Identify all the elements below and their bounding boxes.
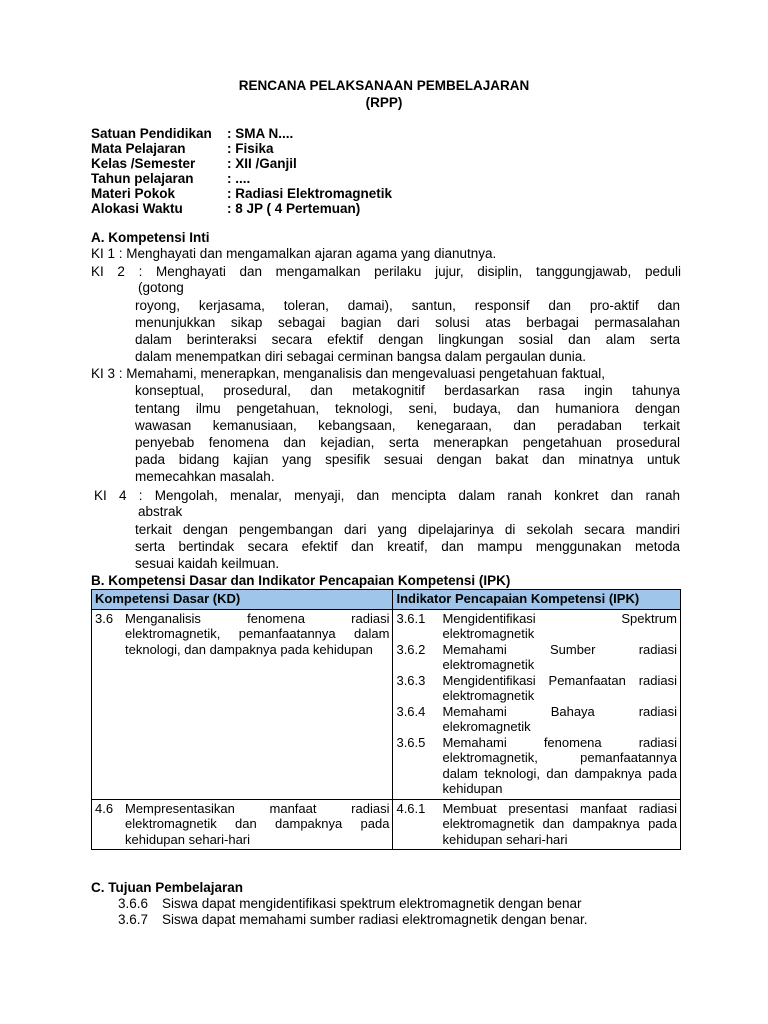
- ki4-first-line: KI 4 : Mengolah, menalar, menyaji, dan mencipta dalam ranah konkret dan ranah: [94, 488, 680, 503]
- section-a-heading: A. Kompetensi Inti: [91, 230, 210, 245]
- identity-value: : SMA N....: [227, 126, 294, 141]
- ki4-wrap: abstrak: [138, 504, 183, 519]
- ipk-item: [396, 611, 677, 642]
- kd-number: 4.6: [95, 800, 114, 816]
- identity-value: : 8 JP ( 4 Pertemuan): [227, 201, 361, 216]
- ipk-item: [396, 735, 677, 797]
- ipk-number: 3.6.1: [396, 610, 426, 626]
- identity-label: Alokasi Waktu: [91, 201, 183, 216]
- identity-label: Satuan Pendidikan: [91, 126, 212, 141]
- identity-row: [91, 201, 360, 216]
- column-header-ipk: Indikator Pencapaian Kompetensi (IPK): [393, 590, 681, 610]
- section-b-heading: B. Kompetensi Dasar dan Indikator Pencapaian Kompetensi (IPK): [91, 573, 511, 588]
- doc-subtitle: (RPP): [365, 95, 403, 110]
- ki4-line: sesuai kaidah keilmuan.: [135, 556, 280, 571]
- ipk-text: Memahami Sumber radiasi elektromagnetik: [442, 641, 677, 672]
- kd-item: [95, 801, 389, 848]
- kd-ipk-table: [91, 589, 681, 850]
- identity-row: [91, 171, 250, 186]
- ki3-line: memecahkan masalah.: [135, 469, 275, 484]
- ipk-item: [396, 642, 677, 673]
- identity-row: [91, 126, 293, 141]
- identity-label: Mata Pelajaran: [91, 141, 186, 156]
- table-row: [92, 609, 681, 799]
- ki1-text: KI 1 : Menghayati dan mengamalkan ajaran agama yang dianutnya.: [91, 246, 497, 261]
- ipk-number: 3.6.3: [396, 672, 426, 688]
- ipk-number: 4.6.1: [396, 800, 426, 816]
- kd-cell: [92, 799, 393, 850]
- identity-label: Materi Pokok: [91, 186, 176, 201]
- ipk-item: [396, 704, 677, 735]
- ki3-first-line: KI 3 : Memahami, menerapkan, menganalisis dan mengevaluasi pengetahuan faktual,: [91, 366, 606, 381]
- kd-text: Mempresentasikan manfaat radiasi elektromagnetik dan dampaknya pada kehidupan sehari-hari: [125, 800, 390, 847]
- ipk-number: 3.6.5: [396, 734, 426, 750]
- table-header-row: [92, 590, 681, 610]
- ipk-text: Mengidentifikasi Pemanfaatan radiasi elektromagnetik: [442, 672, 677, 703]
- identity-row: [91, 141, 274, 156]
- kd-item: [95, 611, 389, 658]
- ipk-item: [396, 801, 677, 848]
- table-row: [92, 799, 681, 850]
- ki3-line: penyebab fenomena dan kejadian, serta menerapkan pengetahuan prosedural: [135, 435, 680, 450]
- ipk-number: 3.6.2: [396, 641, 426, 657]
- ki3-line: konseptual, prosedural, dan metakognitif berdasarkan rasa ingin tahunya: [135, 383, 680, 398]
- objective-number: 3.6.6: [118, 896, 149, 911]
- ipk-number: 3.6.4: [396, 703, 426, 719]
- ipk-cell: [393, 799, 681, 850]
- ki2-line: dalam berinteraksi secara efektif dengan lingkungan sosial dan alam serta: [135, 332, 680, 347]
- identity-value: : Radiasi Elektromagnetik: [227, 186, 393, 201]
- ipk-cell: [393, 609, 681, 799]
- ki3-line: tentang ilmu pengetahuan, teknologi, seni, budaya, dan humaniora dengan: [135, 401, 680, 416]
- objective-item: [118, 896, 582, 911]
- kd-text: Menganalisis fenomena radiasi elektromagnetik, pemanfaatannya dalam teknologi, dan dampaknya pada kehidupan: [125, 610, 390, 657]
- objective-item: [118, 912, 587, 927]
- kd-number: 3.6: [95, 610, 114, 626]
- identity-row: [91, 156, 297, 171]
- identity-label: Tahun pelajaran: [91, 171, 194, 186]
- column-header-kd: Kompetensi Dasar (KD): [92, 590, 393, 610]
- ki3-line: pada bidang kajian yang spesifik sesuai dengan bakat dan minatnya untuk: [135, 452, 680, 467]
- ipk-text: Mengidentifikasi Spektrum elektromagnetik: [442, 610, 677, 641]
- ipk-item: [396, 673, 677, 704]
- identity-value: : XII /Ganjil: [227, 156, 297, 171]
- ki2-wrap: (gotong: [138, 280, 184, 295]
- ipk-text: Membuat presentasi manfaat radiasi elektromagnetik dan dampaknya pada kehidupan sehari-hari: [442, 800, 677, 847]
- ipk-text: Memahami Bahaya radiasi elekromagnetik: [442, 703, 677, 734]
- ki2-line: dalam menempatkan diri sebagai cerminan bangsa dalam pergaulan dunia.: [135, 349, 587, 364]
- objective-number: 3.6.7: [118, 912, 149, 927]
- ipk-text: Memahami fenomena radiasi elektromagnetik, pemanfaatannya dalam teknologi, dan dampaknya pada kehidupan: [442, 734, 677, 796]
- identity-value: : Fisika: [227, 141, 274, 156]
- doc-title: RENCANA PELAKSANAAN PEMBELAJARAN: [238, 78, 530, 93]
- identity-label: Kelas /Semester: [91, 156, 196, 171]
- ki4-line: serta bertindak secara efektif dan kreatif, dan mampu menggunakan metoda: [135, 539, 680, 554]
- objective-text: Siswa dapat memahami sumber radiasi elektromagnetik dengan benar.: [162, 912, 588, 927]
- identity-value: : ....: [227, 171, 251, 186]
- ki3-line: wawasan kemanusiaan, kebangsaan, kenegaraan, dan peradaban terkait: [135, 418, 680, 433]
- objective-text: Siswa dapat mengidentifikasi spektrum elektromagnetik dengan benar: [162, 896, 582, 911]
- ki2-line: royong, kerjasama, toleran, damai), santun, responsif dan pro-aktif dan: [135, 298, 680, 313]
- kd-cell: [92, 609, 393, 799]
- section-c-heading: C. Tujuan Pembelajaran: [91, 880, 244, 895]
- identity-row: [91, 186, 392, 201]
- ki2-first-line: KI 2 : Menghayati dan mengamalkan perilaku jujur, disiplin, tanggungjawab, peduli: [91, 264, 681, 279]
- ki4-line: terkait dengan pengembangan dari yang dipelajarinya di sekolah secara mandiri: [135, 522, 680, 537]
- ki2-line: menunjukkan sikap sebagai bagian dari solusi atas berbagai permasalahan: [135, 315, 680, 330]
